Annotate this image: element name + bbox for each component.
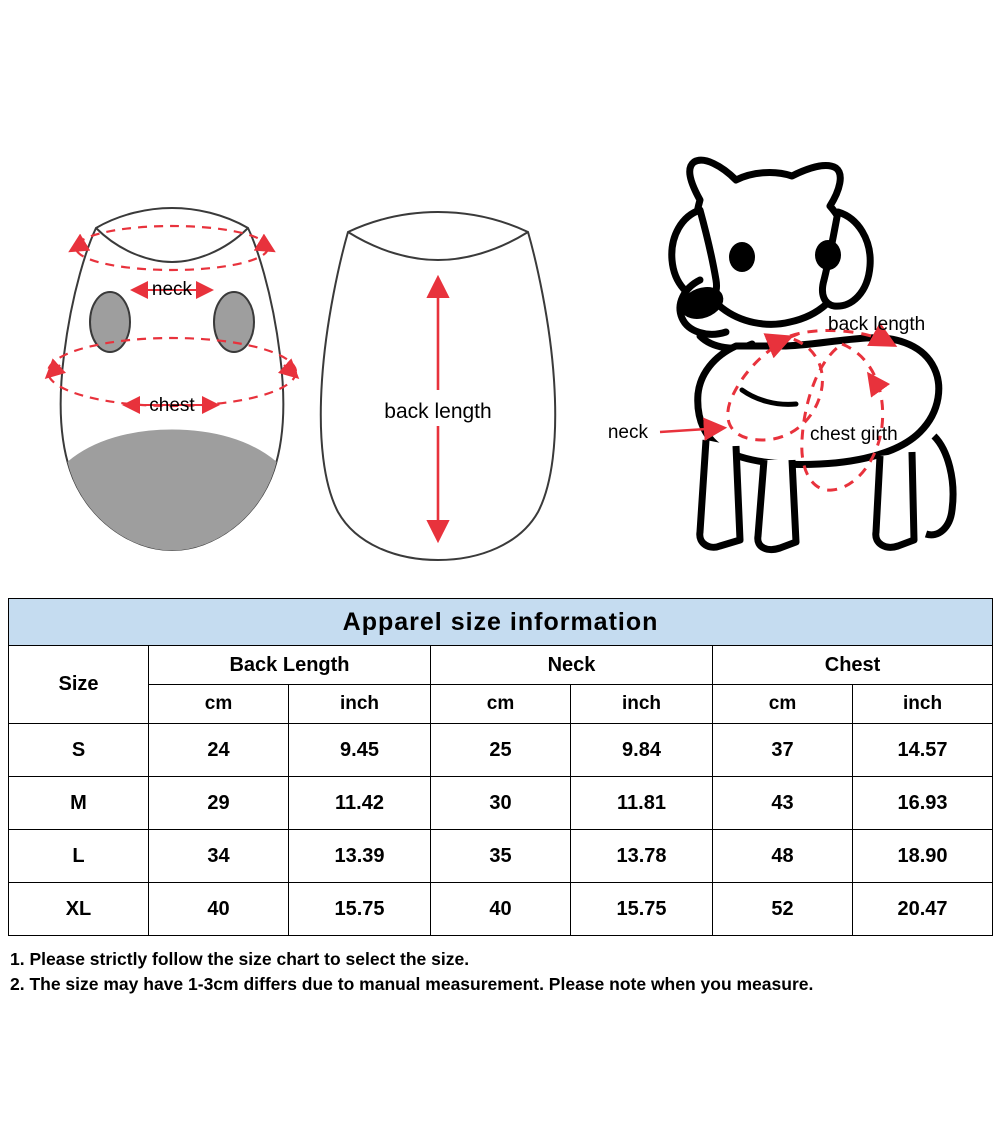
table-title-row <box>9 599 993 646</box>
chest-label-front: chest <box>149 395 195 416</box>
header-neck-cm: cm <box>431 685 571 724</box>
table-row <box>9 883 993 936</box>
l-chest-inch: 18.90 <box>853 830 993 883</box>
apparel-size-table-container <box>8 598 992 936</box>
note-1: 1. Please strictly follow the size chart to select the size. <box>10 949 470 969</box>
header-group-chest: Chest <box>713 646 993 685</box>
table-row <box>9 777 993 830</box>
table-row <box>9 724 993 777</box>
dog-eye-right <box>815 240 841 270</box>
xl-back-length-inch: 15.75 <box>289 883 431 936</box>
dog-leg-front-left <box>700 440 740 547</box>
s-back-length-inch: 9.45 <box>289 724 431 777</box>
dog-illustration <box>608 160 953 549</box>
s-neck-inch: 9.84 <box>571 724 713 777</box>
header-neck-inch: inch <box>571 685 713 724</box>
xl-neck-cm: 40 <box>431 883 571 936</box>
table-title: Apparel size information <box>9 599 993 646</box>
dog-eye-left <box>729 242 755 272</box>
s-chest-cm: 37 <box>713 724 853 777</box>
m-chest-inch: 16.93 <box>853 777 993 830</box>
dog-leg-front-right <box>758 460 796 550</box>
l-neck-inch: 13.78 <box>571 830 713 883</box>
s-back-length-cm: 24 <box>149 724 289 777</box>
table-row <box>9 830 993 883</box>
row-size-xl: XL <box>9 883 149 936</box>
header-chest-inch: inch <box>853 685 993 724</box>
back-length-label-dog: back length <box>828 314 926 335</box>
m-back-length-cm: 29 <box>149 777 289 830</box>
m-back-length-inch: 11.42 <box>289 777 431 830</box>
s-neck-cm: 25 <box>431 724 571 777</box>
l-back-length-inch: 13.39 <box>289 830 431 883</box>
size-chart-notes <box>10 947 990 997</box>
m-chest-cm: 43 <box>713 777 853 830</box>
header-back-length-cm: cm <box>149 685 289 724</box>
s-chest-inch: 14.57 <box>853 724 993 777</box>
neck-label-dog: neck <box>607 422 648 443</box>
garment-grey-panel <box>68 430 276 550</box>
measurement-illustration <box>0 140 1000 595</box>
table-unit-header-row <box>9 685 993 724</box>
l-neck-cm: 35 <box>431 830 571 883</box>
row-size-m: M <box>9 777 149 830</box>
chest-girth-label-dog: chest girth <box>810 424 898 445</box>
dog-leg-back-right <box>926 436 953 535</box>
apparel-size-table <box>8 598 993 936</box>
m-neck-inch: 11.81 <box>571 777 713 830</box>
xl-chest-cm: 52 <box>713 883 853 936</box>
garment-back-illustration <box>321 212 555 560</box>
row-size-s: S <box>9 724 149 777</box>
xl-back-length-cm: 40 <box>149 883 289 936</box>
l-back-length-cm: 34 <box>149 830 289 883</box>
dog-leg-back-left <box>876 452 914 547</box>
neck-label-front: neck <box>151 279 193 300</box>
table-group-header-row <box>9 646 993 685</box>
row-size-l: L <box>9 830 149 883</box>
header-group-back-length: Back Length <box>149 646 431 685</box>
neck-arrow-left <box>72 244 82 250</box>
m-neck-cm: 30 <box>431 777 571 830</box>
note-2: 2. The size may have 1-3cm differs due to manual measurement. Please note when you measure. <box>10 973 814 994</box>
header-size: Size <box>9 646 149 724</box>
l-chest-cm: 48 <box>713 830 853 883</box>
header-chest-cm: cm <box>713 685 853 724</box>
back-length-label-garment: back length <box>384 400 492 423</box>
header-back-length-inch: inch <box>289 685 431 724</box>
header-group-neck: Neck <box>431 646 713 685</box>
xl-chest-inch: 20.47 <box>853 883 993 936</box>
garment-front-illustration <box>48 208 296 550</box>
xl-neck-inch: 15.75 <box>571 883 713 936</box>
